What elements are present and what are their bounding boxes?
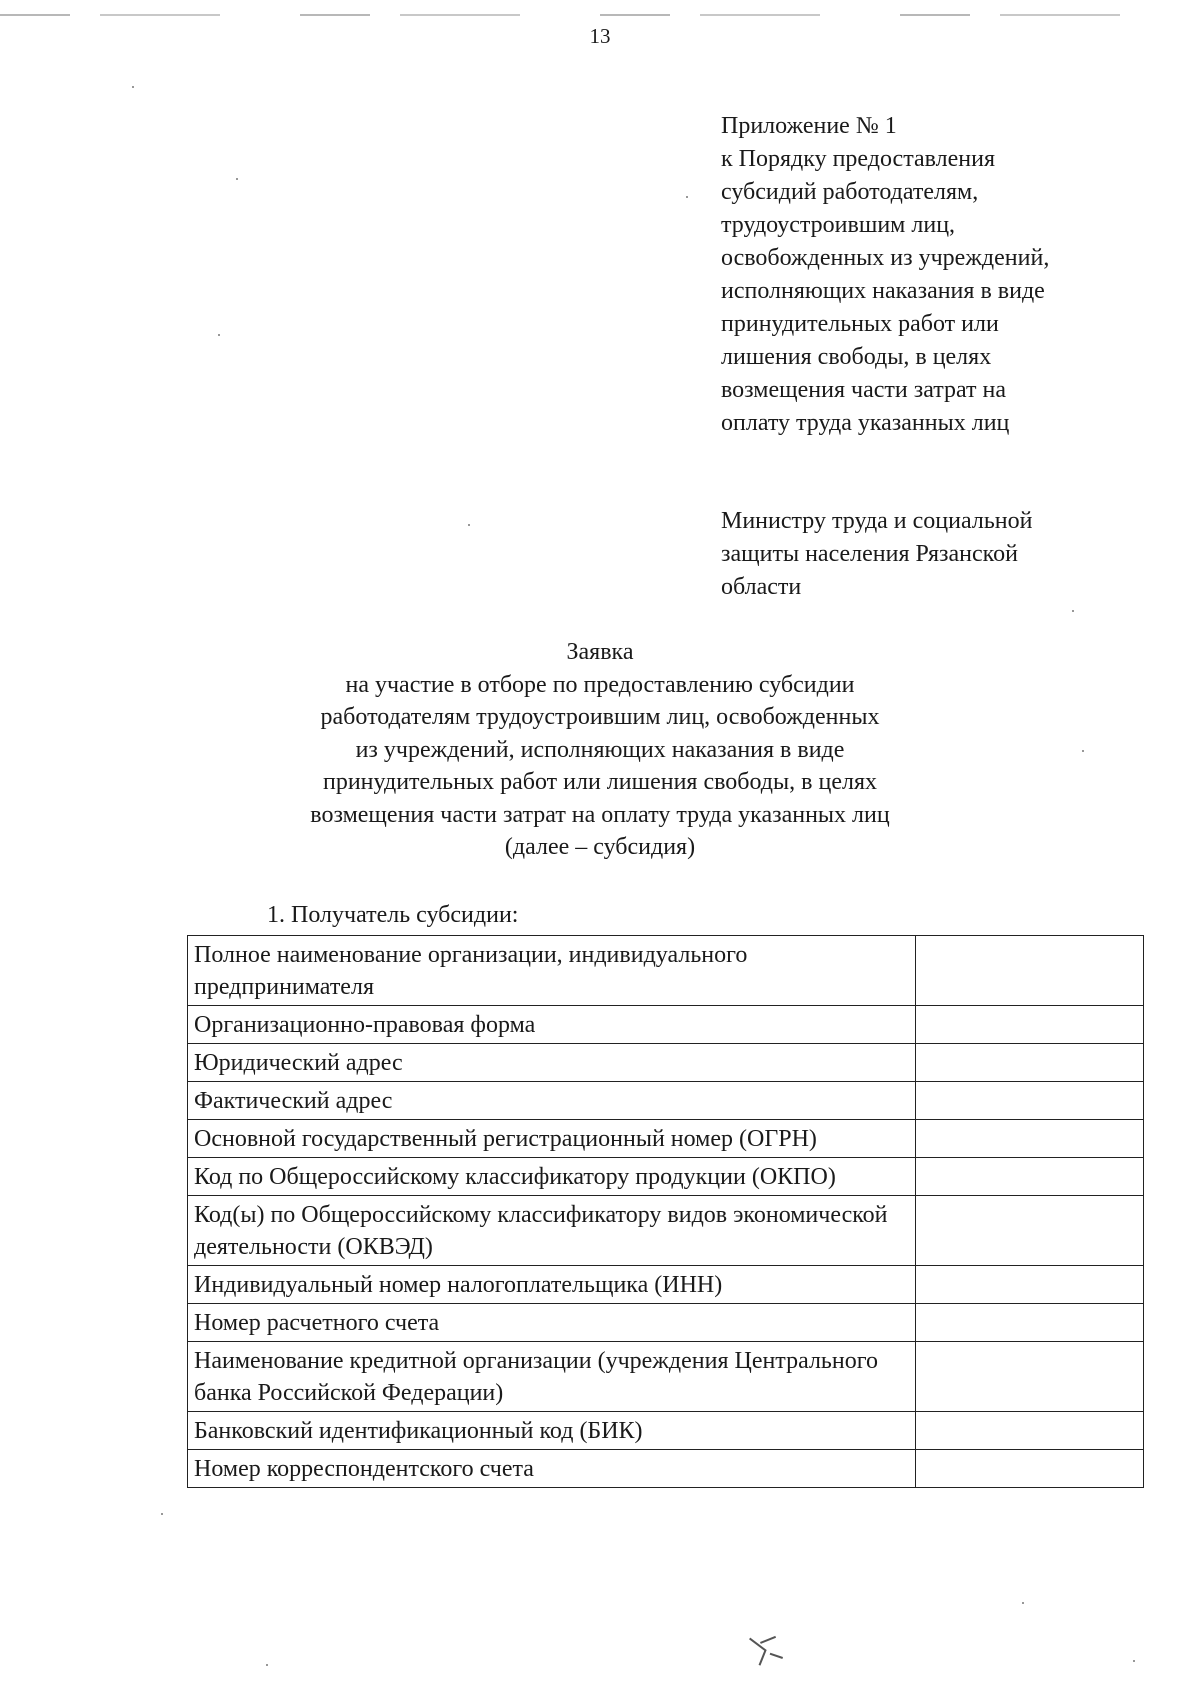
row-label-account-number: Номер расчетного счета [188,1304,916,1342]
row-value-correspondent-account[interactable] [916,1450,1144,1488]
row-value-inn[interactable] [916,1266,1144,1304]
scan-speck [686,196,688,198]
table-row [188,1120,1144,1158]
appendix-line: принудительных работ или [721,311,999,337]
row-value-full-name[interactable] [916,936,1144,1006]
scan-speck [1072,610,1074,612]
appendix-line: субсидий работодателям, [721,179,979,205]
row-label-bik: Банковский идентификационный код (БИК) [188,1412,916,1450]
row-label-full-name: Полное наименование организации, индивидуального предпринимателя [188,936,916,1006]
table-row [188,1412,1144,1450]
addressee-block [721,505,1161,604]
scan-speck [161,1513,163,1515]
appendix-line: к Порядку предоставления [721,146,996,172]
row-label-inn: Индивидуальный номер налогоплательщика (ИНН) [188,1266,916,1304]
row-label-legal-form: Организационно-правовая форма [188,1006,916,1044]
scan-speck [468,524,470,526]
scan-speck [266,1664,268,1666]
scribble-icon [745,1627,790,1672]
table-row [188,1158,1144,1196]
heading-title: Заявка [566,639,634,665]
table-row [188,1304,1144,1342]
table-row [188,1006,1144,1044]
appendix-line: трудоустроившим лиц, [721,212,956,238]
appendix-line: Приложение № 1 [721,113,897,139]
row-label-ogrn: Основной государственный регистрационный номер (ОГРН) [188,1120,916,1158]
scan-speck [236,178,238,180]
row-value-actual-address[interactable] [916,1082,1144,1120]
appendix-line: лишения свободы, в целях [721,344,992,370]
row-label-bank-name: Наименование кредитной организации (учреждения Центрального банка Российской Федерации) [188,1342,916,1412]
row-label-okpo: Код по Общероссийскому классификатору продукции (ОКПО) [188,1158,916,1196]
table-row [188,1196,1144,1266]
row-value-bik[interactable] [916,1412,1144,1450]
row-value-legal-address[interactable] [916,1044,1144,1082]
heading-line: работодателям трудоустроившим лиц, освобожденных [320,704,880,730]
row-value-okpo[interactable] [916,1158,1144,1196]
addressee-line: защиты населения Рязанской [721,541,1018,567]
row-label-legal-address: Юридический адрес [188,1044,916,1082]
addressee-line: области [721,574,802,600]
table-row [188,1342,1144,1412]
table-row [188,936,1144,1006]
table-row [188,1082,1144,1120]
row-value-okved[interactable] [916,1196,1144,1266]
handwritten-mark [745,1627,791,1680]
scan-speck [132,86,134,88]
row-value-legal-form[interactable] [916,1006,1144,1044]
row-value-bank-name[interactable] [916,1342,1144,1412]
row-value-account-number[interactable] [916,1304,1144,1342]
scan-speck [1082,750,1084,752]
scan-speck [218,334,220,336]
recipient-table [187,935,1144,1488]
section-label-recipient: 1. Получатель субсидии: [267,902,519,928]
heading-line: возмещения части затрат на оплату труда указанных лиц [310,801,890,828]
addressee-line: Министру труда и социальной [721,508,1033,534]
heading-line: на участие в отборе по предоставлению субсидии [345,671,855,698]
table-row [188,1266,1144,1304]
row-label-okved: Код(ы) по Общероссийскому классификатору видов экономической деятельности (ОКВЭД) [188,1196,916,1266]
scan-edge-line [0,14,1200,16]
row-value-ogrn[interactable] [916,1120,1144,1158]
heading-line: принудительных работ или лишения свободы, в целях [322,769,877,795]
scan-speck [1022,1602,1024,1604]
scan-speck [1133,1660,1135,1662]
row-label-correspondent-account: Номер корреспондентского счета [188,1450,916,1488]
appendix-line: исполняющих наказания в виде [721,278,1045,304]
appendix-line: возмещения части затрат на [721,377,1007,403]
appendix-line: оплату труда указанных лиц [721,410,1010,436]
appendix-line: освобожденных из учреждений, [721,245,1050,271]
application-heading [0,636,1200,864]
heading-line: из учреждений, исполняющих наказания в виде [355,736,845,763]
table-row [188,1044,1144,1082]
page-number: 13 [589,24,611,48]
table-row [188,1450,1144,1488]
heading-line: (далее – субсидия) [504,834,696,860]
appendix-reference [721,110,1161,440]
row-label-actual-address: Фактический адрес [188,1082,916,1120]
